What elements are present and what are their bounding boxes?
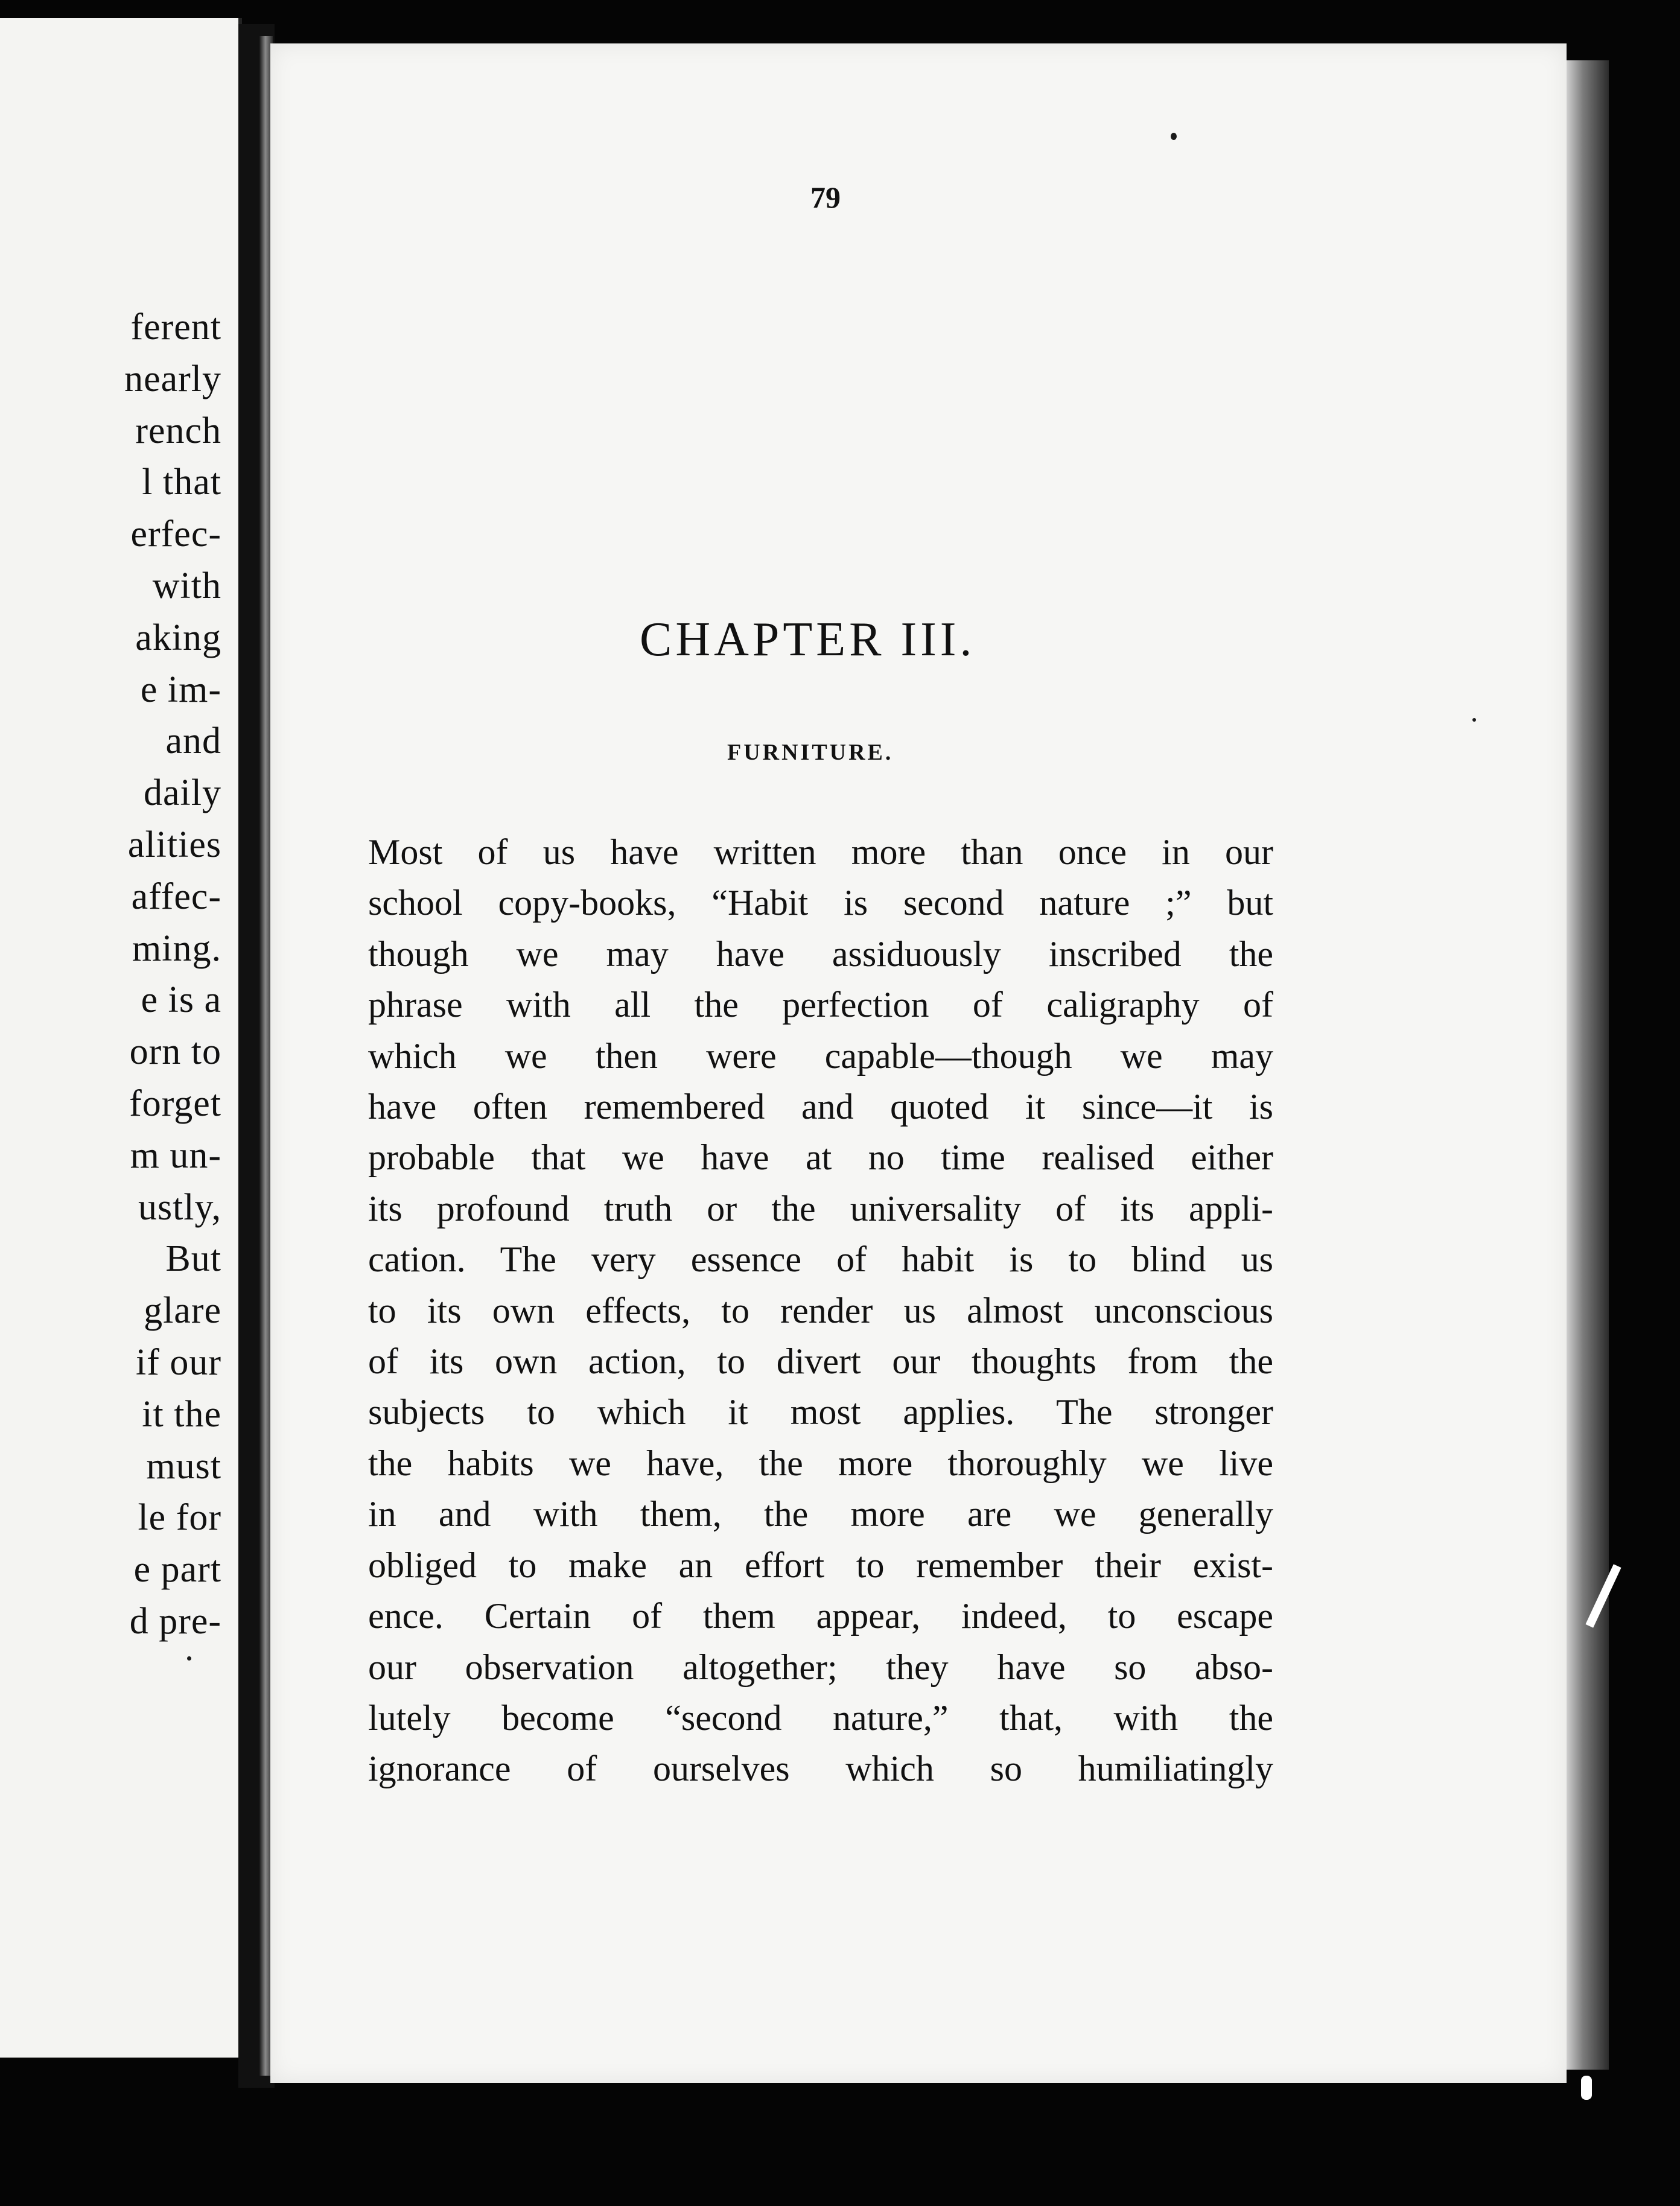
body-line: which we then were capable—though we may — [368, 1035, 1273, 1076]
left-facing-page — [0, 18, 242, 2058]
dust-speck — [1171, 133, 1177, 140]
body-line: of its own action, to divert our thoughts from the — [368, 1341, 1273, 1382]
page-number: 79 — [810, 180, 841, 214]
body-line: though we may have assiduously inscribed the — [368, 933, 1273, 974]
left-line: with — [152, 565, 221, 606]
left-line: rench — [135, 410, 221, 451]
scan-artifact — [1581, 2076, 1592, 2100]
body-line: probable that we have at no time realised either — [368, 1137, 1273, 1178]
left-line: le for — [138, 1497, 221, 1539]
dust-speck — [1472, 718, 1476, 722]
left-line: But — [165, 1238, 221, 1280]
body-line: subjects to which it most applies. The stronger — [368, 1392, 1273, 1432]
body-line: cation. The very essence of habit is to blind us — [368, 1239, 1273, 1280]
left-line: erfec- — [130, 513, 221, 555]
dust-speck — [187, 1656, 191, 1661]
body-line: lutely become “second nature,” that, with the — [368, 1697, 1273, 1738]
body-line: our observation altogether; they have so abso- — [368, 1647, 1273, 1687]
left-line: if our — [135, 1341, 221, 1383]
left-line: glare — [144, 1290, 221, 1332]
body-line: school copy-books, “Habit is second nature ;” but — [368, 883, 1273, 923]
body-line: Most of us have written more than once in our — [368, 832, 1273, 872]
chapter-heading: CHAPTER III. — [640, 613, 976, 666]
body-line: phrase with all the perfection of caligraphy of — [368, 985, 1273, 1025]
left-line: aking — [135, 617, 221, 658]
body-line: ignorance of ourselves which so humiliatingly — [368, 1749, 1273, 1789]
left-line: ustly, — [138, 1186, 221, 1228]
left-line: e part — [133, 1549, 221, 1591]
left-line: nearly — [124, 358, 221, 399]
body-paragraph — [368, 827, 1273, 1794]
left-line: m un- — [130, 1134, 221, 1176]
left-line: and — [165, 720, 221, 762]
body-line: obliged to make an effort to remember their exist- — [368, 1545, 1273, 1585]
left-line: ming. — [132, 927, 221, 969]
left-line: l that — [142, 462, 221, 503]
left-line: e im- — [140, 669, 221, 710]
left-line: d pre- — [129, 1600, 221, 1642]
left-line: e is a — [141, 979, 221, 1021]
body-line: to its own effects, to render us almost unconscious — [368, 1290, 1273, 1330]
body-line: in and with them, the more are we generally — [368, 1494, 1273, 1534]
left-line: it the — [142, 1393, 221, 1435]
page-edge-shadow — [1567, 60, 1609, 2070]
body-line: the habits we have, the more thoroughly we live — [368, 1443, 1273, 1483]
section-title: FURNITURE. — [727, 740, 894, 765]
left-page-text — [4, 302, 221, 1648]
left-line: affec- — [131, 876, 221, 917]
left-line: ferent — [130, 307, 221, 348]
left-line: alities — [127, 824, 221, 865]
left-line: must — [146, 1445, 221, 1487]
body-line: have often remembered and quoted it since—it is — [368, 1087, 1273, 1127]
left-line: orn to — [129, 1031, 221, 1073]
body-line: ence. Certain of them appear, indeed, to escape — [368, 1596, 1273, 1636]
body-line: its profound truth or the universality of its appli- — [368, 1188, 1273, 1229]
left-line: daily — [144, 772, 221, 814]
left-line: forget — [129, 1082, 221, 1124]
